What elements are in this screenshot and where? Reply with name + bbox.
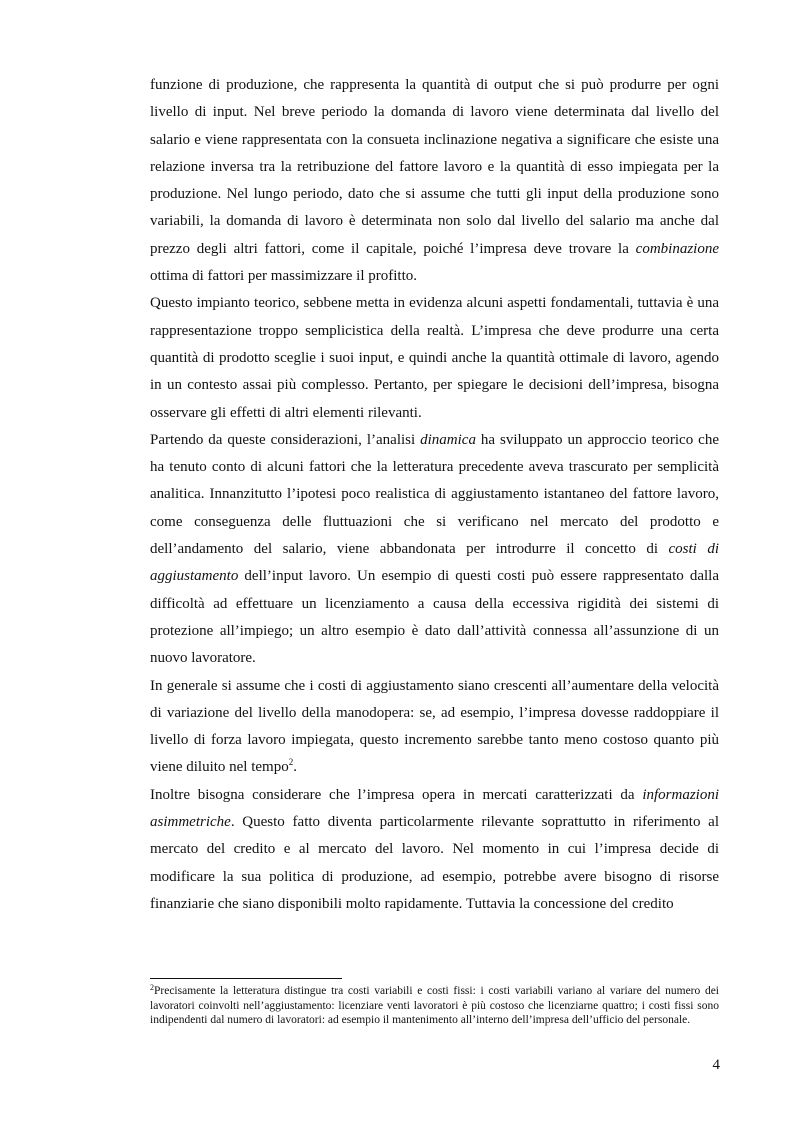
- emphasis-dinamica: dinamica: [420, 431, 476, 448]
- emphasis-costi-aggiustamento: costi di aggiustamento: [150, 541, 720, 585]
- paragraph-1: funzione di produzione, che rappresenta la quantità di output che si può produrre per ogni livello di input. Nel breve periodo la domanda di lavoro viene determinata dal livello del salario e viene rappresentata con la consueta inclinazione negativa a significare che esiste una relazione inversa tra la retribuzione del fattore lavoro e la quantità di esso impiegata per la produzione. Nel lungo periodo, dato che si assume che tutti gli input della produzione sono variabili, la domanda di lavoro è determinata non solo dal livello del salario ma anche dal prezzo degli altri fattori, come il capitale, poiché l’impresa deve trovare la combinazione ottima di fattori per massimizzare il profitto.: [150, 77, 719, 285]
- footnote: [150, 984, 719, 1028]
- paragraph-4: In generale si assume che i costi di aggiustamento siano crescenti all’aumentare della velocità di variazione del livello della manodopera: se, ad esempio, l’impresa dovesse raddoppiare il livello di forza lavoro impiegata, questo incremento sarebbe tanto meno costoso quanto più viene diluito nel tempo$^2$.: [150, 677, 719, 776]
- paragraph-5: Inoltre bisogna considerare che l’impresa opera in mercati caratterizzati da informazioni asimmetriche. Questo fatto diventa particolarmente rilevante soprattutto in riferimento al mercato del credito e al mercato del lavoro. Nel momento in cui l’impresa decide di modificare la sua politica di produzione, ad esempio, potrebbe avere bisogno di risorse finanziarie che siano disponibili molto rapidamente. Tuttavia la concessione del credito: [150, 786, 719, 912]
- footnote-text: Precisamente la letteratura distingue tra costi variabili e costi fissi: i costi variabili variano al variare del numero dei lavoratori coinvolti nell’aggiustamento: licenziare venti lavoratori è più costoso che licenziarne quattro; i costi fissi sono indipendenti dal numero di lavoratori: ad esempio il mantenimento all’interno dell’impresa dell’ufficio del personale.: [150, 985, 719, 1026]
- emphasis-informazioni-asimmetriche: informazioni asimmetriche: [150, 786, 719, 831]
- paragraph-3: Partendo da queste considerazioni, l’analisi dinamica ha sviluppato un approccio teorico che ha tenuto conto di alcuni fattori che la letteratura precedente aveva trascurato per semplicità analitica. Innanzitutto l’ipotesi poco realistica di aggiustamento istantaneo del fattore lavoro, come conseguenza delle fluttuazioni che si verificano nel mercato del prodotto e dell’andamento del salario, viene abbandonata per introdurre il concetto di costi di aggiustamento dell’input lavoro. Un esempio di questi costi può essere rappresentato dalla difficoltà ad effettuare un licenziamento a causa della eccessiva rigidità dei sistemi di protezione all’impiego; un altro esempio è dato dall’attività connessa all’assunzione di un nuovo lavoratore.: [150, 431, 720, 667]
- footnote-divider: [150, 978, 342, 979]
- footnote-mark: 2: [150, 983, 154, 992]
- page-number: 4: [712, 1057, 720, 1073]
- emphasis-combinazione: combinazione: [635, 240, 719, 257]
- body-text: [150, 72, 719, 918]
- paragraph-2: Questo impianto teorico, sebbene metta in evidenza alcuni aspetti fondamentali, tuttavia è una rappresentazione troppo semplicistica della realtà. L’impresa che deve produrre una certa quantità di prodotto sceglie i suoi input, e quindi anche la quantità ottimale di lavoro, agendo in un contesto assai più complesso. Pertanto, per spiegare le decisioni dell’impresa, bisogna osservare gli effetti di altri elementi rilevanti.: [150, 295, 719, 421]
- footnote-reference[interactable]: 2: [288, 757, 294, 768]
